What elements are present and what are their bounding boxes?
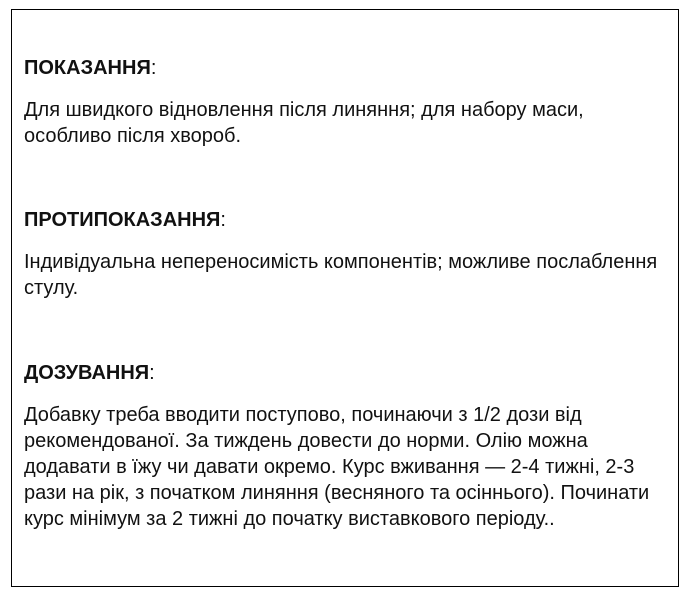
section-colon: : bbox=[149, 362, 155, 384]
section-text: Добавку треба вводити поступово, починаючи з 1/2 дози від рекомендованої. За тиждень довести до норми. Олію можна додавати в їжу чи давати окремо. Курс вживання — 2-4 тижні, 2-3 рази на рік, з початком линяння (весняного та осіннього). Починати курс мінімум за 2 тижні до початку виставкового періоду.. bbox=[24, 404, 650, 530]
section-title: ПРОТИПОКАЗАННЯ bbox=[24, 209, 221, 231]
section-colon: : bbox=[220, 209, 226, 231]
section-dosage bbox=[24, 360, 664, 532]
section-text: Індивідуальна непереносимість компонентів; можливе послаблення стулу. bbox=[24, 251, 658, 299]
section-colon: : bbox=[150, 57, 157, 79]
section-contraindications bbox=[24, 207, 664, 301]
section-indications bbox=[24, 55, 664, 149]
section-text: Для швидкого відновлення після линяння; для набору маси, особливо після хвороб. bbox=[24, 99, 584, 147]
section-heading bbox=[24, 55, 664, 81]
section-heading bbox=[24, 207, 664, 233]
section-title: ДОЗУВАННЯ bbox=[24, 362, 150, 384]
section-title: ПОКАЗАННЯ bbox=[24, 57, 151, 79]
section-heading bbox=[24, 360, 664, 386]
